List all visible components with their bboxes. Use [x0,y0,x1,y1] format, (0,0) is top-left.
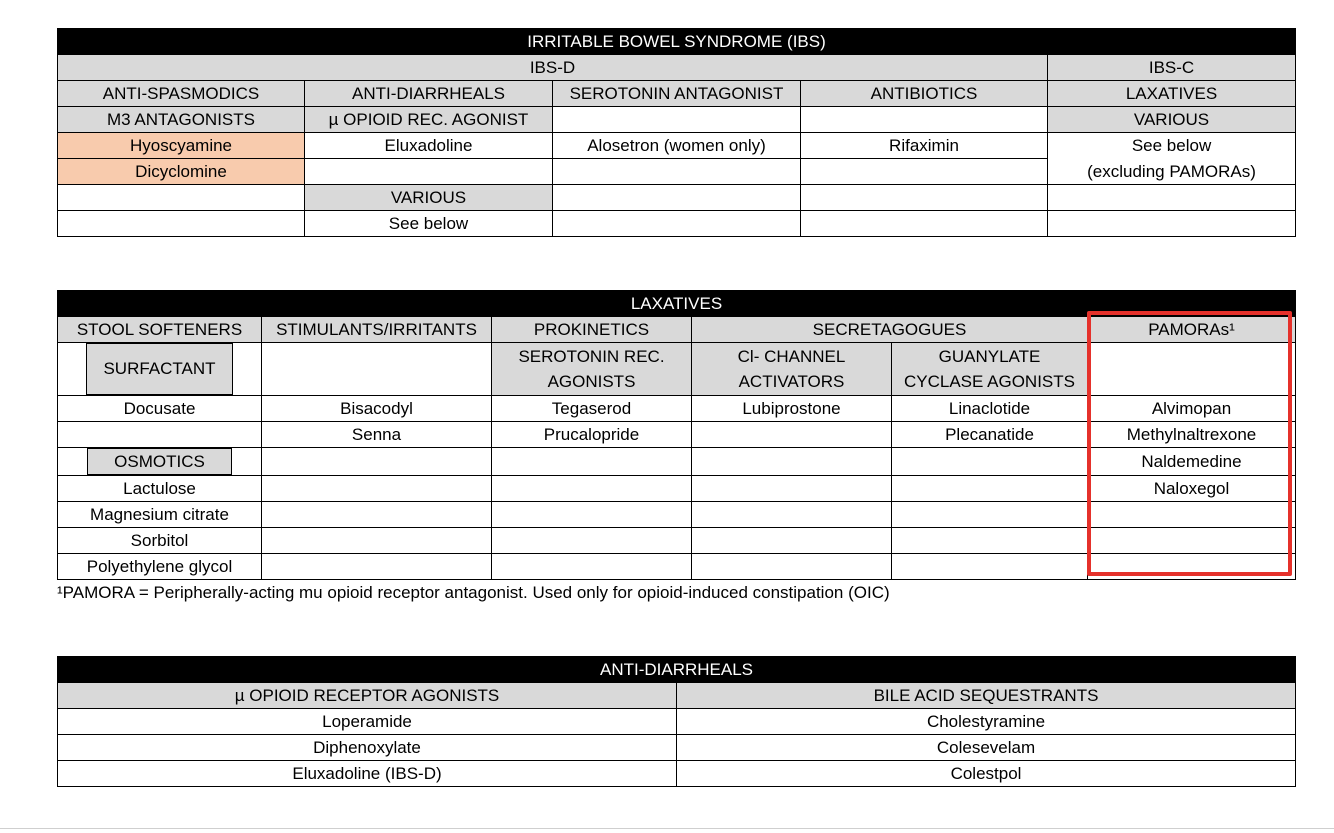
lax-header-cell: PROKINETICS [492,317,692,343]
drug-cell [892,528,1088,554]
lax-header-cell: STIMULANTS/IRRITANTS [262,317,492,343]
drug-cell: Loperamide [58,709,677,735]
ibs-title: IRRITABLE BOWEL SYNDROME (IBS) [58,29,1296,55]
drug-cell: Tegaserod [492,396,692,422]
drug-cell: Sorbitol [58,528,262,554]
drug-cell [262,554,492,580]
anti-header-cell: µ OPIOID RECEPTOR AGONISTS [58,683,677,709]
drug-cell: Magnesium citrate [58,502,262,528]
osmotics-label: OSMOTICS [87,448,232,475]
serotonin-subclass-cell [492,343,692,396]
drug-cell [692,554,892,580]
drug-cell: Eluxadoline (IBS-D) [58,761,677,787]
drug-cell: See below [1048,133,1296,159]
guanylate-subclass-cell [892,343,1088,396]
drug-cell: Senna [262,422,492,448]
ibs-c-header: IBS-C [1048,55,1296,81]
pamora-footnote: ¹PAMORA = Peripherally-acting mu opioid receptor antagonist. Used only for opioid-induced constipation (OIC) [57,583,890,602]
ibs-subclass-cell [801,107,1048,133]
drug-cell [492,528,692,554]
drug-cell [262,448,492,476]
empty-cell [1048,211,1296,237]
drug-cell: Rifaximin [801,133,1048,159]
empty-cell [1048,185,1296,211]
drug-cell [692,502,892,528]
empty-cell [262,343,492,396]
ibs-subclass-cell [553,107,801,133]
ibs-various-cell: VARIOUS [305,185,553,211]
drug-cell: See below [305,211,553,237]
drug-cell: (excluding PAMORAs) [1048,159,1296,185]
ibs-class-cell: SEROTONIN ANTAGONIST [553,81,801,107]
guanylate-label-line1: GUANYLATE [938,347,1041,366]
drug-cell: Linaclotide [892,396,1088,422]
empty-cell [801,159,1048,185]
lax-header-cell: PAMORAs¹ [1088,317,1296,343]
drug-cell: Colestpol [677,761,1296,787]
drug-cell [892,476,1088,502]
guanylate-label-line2: CYCLASE AGONISTS [904,372,1075,391]
drug-cell [892,554,1088,580]
ibs-subclass-cell: µ OPIOID REC. AGONIST [305,107,553,133]
ibs-class-cell: ANTI-SPASMODICS [58,81,305,107]
drug-cell: Plecanatide [892,422,1088,448]
empty-cell [801,185,1048,211]
drug-cell [262,502,492,528]
surfactant-label: SURFACTANT [86,343,232,395]
osmotics-cell [58,448,262,476]
ibs-subclass-cell: VARIOUS [1048,107,1296,133]
drug-cell: Dicyclomine [58,159,305,185]
lax-header-cell: SECRETAGOGUES [692,317,1088,343]
drug-cell: Lactulose [58,476,262,502]
drug-cell [692,422,892,448]
surfactant-cell [58,343,262,396]
drug-cell [692,476,892,502]
drug-cell: Colesevelam [677,735,1296,761]
drug-cell: Cholestyramine [677,709,1296,735]
drug-cell: Alosetron (women only) [553,133,801,159]
drug-cell [692,448,892,476]
drug-cell [492,448,692,476]
ibs-class-cell: ANTIBIOTICS [801,81,1048,107]
anti-diarrheals-table [57,656,1296,787]
drug-cell: Prucalopride [492,422,692,448]
serotonin-label-line2: AGONISTS [547,372,636,391]
drug-cell [492,554,692,580]
drug-cell [692,528,892,554]
empty-cell [553,211,801,237]
drug-cell [58,422,262,448]
cl-channel-subclass-cell [692,343,892,396]
empty-cell [305,159,553,185]
drug-cell: Hyoscyamine [58,133,305,159]
ibs-subclass-cell: M3 ANTAGONISTS [58,107,305,133]
drug-cell: Methylnaltrexone [1088,422,1296,448]
pamoras-highlight-box [1087,311,1292,576]
drug-cell: Eluxadoline [305,133,553,159]
drug-cell [492,502,692,528]
drug-cell [492,476,692,502]
drug-cell [262,476,492,502]
drug-cell [892,448,1088,476]
ibs-class-cell: ANTI-DIARRHEALS [305,81,553,107]
cl-channel-label-line1: Cl- CHANNEL [737,347,846,366]
anti-header-cell: BILE ACID SEQUESTRANTS [677,683,1296,709]
drug-cell: Naloxegol [1088,476,1296,502]
drug-cell: Docusate [58,396,262,422]
drug-cell: Naldemedine [1088,448,1296,476]
drug-cell: Bisacodyl [262,396,492,422]
cl-channel-label-line2: ACTIVATORS [738,372,845,391]
empty-cell [58,185,305,211]
empty-cell [801,211,1048,237]
drug-cell: Diphenoxylate [58,735,677,761]
lax-header-cell: STOOL SOFTENERS [58,317,262,343]
ibs-table [57,28,1296,237]
ibs-class-cell: LAXATIVES [1048,81,1296,107]
drug-cell [262,528,492,554]
ibs-d-header: IBS-D [58,55,1048,81]
serotonin-label-line1: SEROTONIN REC. [518,347,665,366]
drug-cell: Alvimopan [1088,396,1296,422]
empty-cell [553,159,801,185]
laxatives-title: LAXATIVES [58,291,1296,317]
anti-diarrheals-title: ANTI-DIARRHEALS [58,657,1296,683]
page-bottom-divider [0,828,1334,829]
empty-cell [58,211,305,237]
empty-cell [553,185,801,211]
drug-cell: Polyethylene glycol [58,554,262,580]
drug-cell: Lubiprostone [692,396,892,422]
drug-cell [892,502,1088,528]
